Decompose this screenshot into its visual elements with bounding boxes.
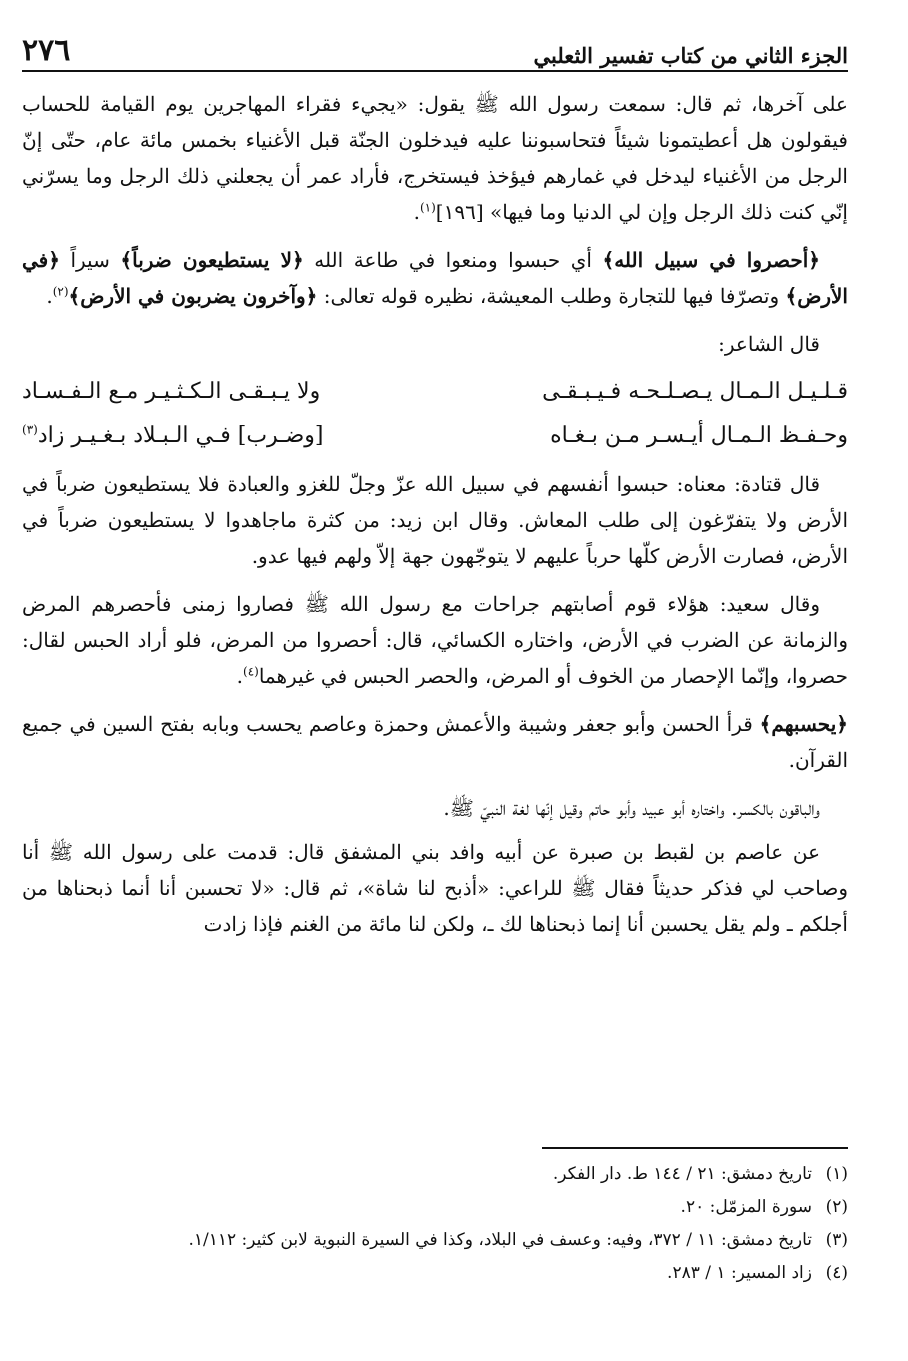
hemistich-second	[22, 418, 414, 454]
poet-intro: قال الشاعر:	[718, 332, 820, 356]
hemistich-first: قـلـيـل الـمـال يـصـلـحـه فـيـبـقـى	[542, 379, 848, 404]
commentary-text: سيراً	[59, 248, 121, 272]
commentary-text: أي حبسوا ومنعوا في طاعة الله	[303, 248, 603, 272]
paragraph-hadith	[22, 86, 848, 230]
commentary-text: وتصرّفا فيها للتجارة وطلب المعيشة، نظيره قوله تعالى:	[317, 284, 786, 308]
footnote-ref: (٤)	[243, 664, 259, 679]
hemistich-second: ولا يـبـقـى الـكـثـيـر مـع الـفـسـاد	[22, 379, 321, 404]
paragraph-kasr: والباقون بالكسر. واختاره أبو عبيد وأبو حاتم وقيل إنّها لغة النبيّ ﷺ.	[443, 796, 820, 820]
paragraph-said	[22, 586, 848, 694]
paragraph-text: قرأ الحسن وأبو جعفر وشيبة والأعمش وحمزة وعاصم يحسب وبابه بفتح السين في جميع القرآن.	[22, 712, 848, 772]
verse-line	[22, 414, 848, 458]
footnote-ref: (١)	[419, 200, 436, 215]
footnote-marker: (٣)	[825, 1230, 848, 1250]
paragraph-qatada: قال قتادة: معناه: حبسوا أنفسهم في سبيل الله عزّ وجلّ للغزو والعبادة فلا يستطيعون ضرباً في الأرض ولا يتفرّغون إلى طلب المعاش. وقال ابن زيد: من كثرة ماجاهدوا لا يستطيعون ضرباً في الأرض، فصارت الأرض كلّها حرباً عليهم لا يتوجّهون جهة إلاّ ولهم فيها عدو.	[22, 472, 848, 568]
quran-quote: ﴿أحصروا في سبيل الله﴾	[602, 248, 820, 272]
footnote	[22, 1257, 848, 1290]
footnote-marker: (٢)	[825, 1197, 848, 1217]
paragraph-tafsir-verse	[22, 242, 848, 314]
verse-line	[22, 370, 848, 414]
footnote-text: تاريخ دمشق: ٢١ / ١٤٤ ط. دار الفكر.	[552, 1164, 812, 1184]
running-title: الجزء الثاني من كتاب تفسير الثعلبي	[533, 43, 848, 68]
footnote-text: زاد المسير: ١ / ٢٨٣.	[667, 1263, 812, 1283]
quran-quote: ﴿يحسبهم﴾	[759, 712, 848, 736]
paragraph-text: وقال سعيد: هؤلاء قوم أصابتهم جراحات مع رسول الله ﷺ فصاروا زمنى فأحصرهم المرض والزمانة عن الضرب في الأرض، واختاره الكسائي، قال: أحصروا من المرض، فلو أراد الحبس لقال: حصروا، وإنّما الإحصار من الخوف أو المرض، والحصر الحبس في غيرهما	[22, 592, 848, 688]
footnote-ref: (٢)	[52, 284, 69, 299]
footnote	[22, 1191, 848, 1224]
page-number: ٢٧٦	[22, 33, 71, 68]
paragraph-qiraat	[22, 706, 848, 778]
footnote-marker: (٤)	[825, 1263, 848, 1283]
quran-quote: ﴿لا يستطيعون ضرباً﴾	[120, 248, 304, 272]
footnote-marker: (١)	[825, 1164, 848, 1184]
paragraph-end: .	[413, 200, 420, 224]
quran-quote: ﴿في الأرض﴾	[22, 248, 848, 308]
main-text	[22, 86, 848, 950]
poem	[22, 370, 848, 458]
hemistich-first: وحـفـظ الـمـال أيـسـر مـن بـغـاه	[550, 423, 848, 448]
paragraph-text: على آخرها، ثم قال: سمعت رسول الله ﷺ يقول: «يجيء فقراء المهاجرين يوم القيامة للحساب فيقولون هل أعطيتمونا شيئاً فتحاسبوننا عليه فيدخلون الجنّة قبل الأغنياء بخمس مائة عام، حتّى إنّ الرجل من الأغنياء ليدخل في غمارهم فيؤخذ فيستخرج، فأراد عمر أن يجعلني ذلك الرجل وما يسرّني إنّي كنت ذلك الرجل وإن لي الدنيا وما فيها» [١٩٦]	[22, 92, 848, 224]
footnote-ref: (٣)	[22, 422, 38, 437]
footnotes	[22, 1158, 848, 1290]
footnote	[22, 1158, 848, 1191]
footnote-text: تاريخ دمشق: ١١ / ٣٧٢، وفيه: وعسف في البلاد، وكذا في السيرة النبوية لابن كثير: ١/١١٢.	[188, 1230, 812, 1250]
footnote-separator	[542, 1147, 848, 1149]
paragraph-end: .	[236, 664, 243, 688]
hemistich-text: [وضـرب] فـي الـبـلاد بـغـيـر زاد	[37, 423, 324, 448]
paragraph-asim: عن عاصم بن لقبط بن صبرة عن أبيه وافد بني المشفق قال: قدمت على رسول الله ﷺ أنا وصاحب لي فذكر حديثاً فقال ﷺ للراعي: «أذبح لنا شاة»، ثم قال: «لا تحسبن أنا أنما ذبحناها من أجلكم ـ ولم يقل يحسبن أنا إنما ذبحناها لك ـ، ولكن لنا مائة من الغنم فإذا زادت	[22, 840, 848, 936]
page-header	[22, 26, 848, 72]
footnote	[22, 1224, 848, 1257]
quran-quote: ﴿وآخرون يضربون في الأرض﴾	[68, 284, 318, 308]
footnote-text: سورة المزمّل: ٢٠.	[680, 1197, 812, 1217]
paragraph-end: .	[46, 284, 53, 308]
